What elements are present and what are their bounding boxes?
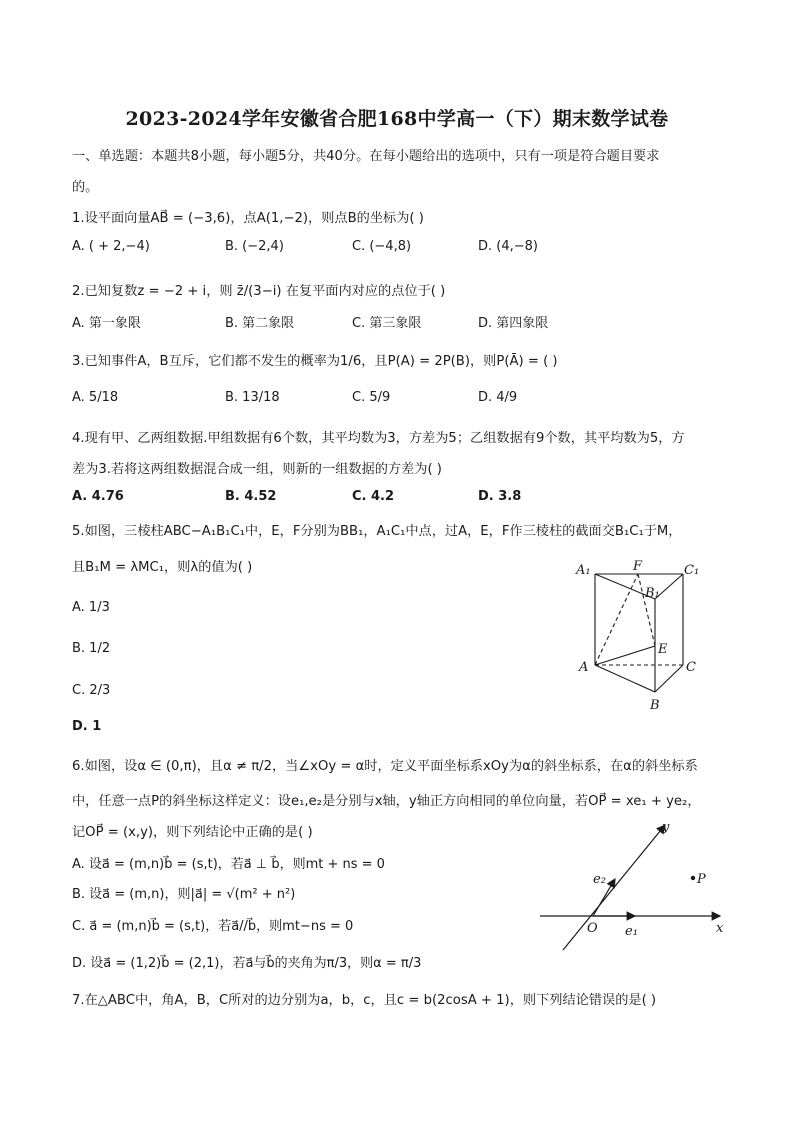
prism-label-c1: C₁: [684, 563, 700, 578]
question-2-option-d: D. 第四象限: [478, 316, 549, 331]
coord-label-x: x: [716, 921, 724, 936]
prism-label-c: C: [686, 660, 696, 675]
question-4-option-d: D. 3.8: [478, 489, 522, 504]
prism-label-b1: B₁: [645, 586, 660, 601]
question-5-option-a: A. 1/3: [72, 600, 110, 615]
question-6-stem-cont: 中，任意一点P的斜坐标这样定义：设e₁,e₂是分别与x轴，y轴正方向相同的单位向量，若OP⃗ = xe₁ + ye₂，: [72, 794, 701, 809]
question-6-option-c: C. a⃗ = (m,n)b⃗ = (s,t)，若a⃗//b⃗，则mt−ns = 0: [72, 919, 354, 934]
question-5-option-b: B. 1/2: [72, 641, 111, 656]
question-6-option-d: D. 设a⃗ = (1,2)b⃗ = (2,1)，若a⃗与b⃗的夹角为π/3，则α = π/3: [72, 956, 422, 971]
coord-label-y: y: [662, 820, 670, 835]
question-4-option-b: B. 4.52: [225, 489, 277, 504]
question-2-option-c: C. 第三象限: [352, 316, 422, 331]
prism-figure: [570, 555, 710, 715]
question-4-option-a: A. 4.76: [72, 489, 124, 504]
coord-label-o: O: [587, 921, 598, 936]
question-6-stem: 6.如图，设α ∈ (0,π)，且α ≠ π/2，当∠xOy = α时，定义平面坐标系xOy为α的斜坐标系，在α的斜坐标系: [72, 759, 698, 774]
question-2-stem: 2.已知复数z = −2 + i，则 z̄/(3−i) 在复平面内对应的点位于( ): [72, 284, 446, 299]
question-6-option-b: B. 设a⃗ = (m,n)，则|a⃗| = √(m² + n²): [72, 887, 296, 902]
question-1-option-d: D. (4,−8): [478, 239, 538, 254]
question-7-stem: 7.在△ABC中，角A，B，C所对的边分别为a，b，c，且c = b(2cosA + 1)，则下列结论错误的是( ): [72, 993, 657, 1008]
question-1-option-a: A. ( + 2,−4): [72, 239, 150, 254]
question-6-stem-cont2: 记OP⃗ = (x,y)，则下列结论中正确的是( ): [72, 825, 313, 840]
prism-label-e: E: [658, 642, 668, 657]
question-3-option-b: B. 13/18: [225, 390, 280, 405]
prism-label-b: B: [650, 698, 660, 713]
question-4-option-c: C. 4.2: [352, 489, 395, 504]
question-5-option-c: C. 2/3: [72, 683, 111, 698]
question-1-stem: 1.设平面向量AB⃗ = (−3,6)，点A(1,−2)，则点B的坐标为( ): [72, 211, 424, 226]
coord-label-e2: e₂: [593, 872, 606, 887]
prism-label-a1: A₁: [576, 563, 591, 578]
prism-label-f: F: [633, 559, 643, 574]
question-1-option-b: B. (−2,4): [225, 239, 284, 254]
question-3-option-d: D. 4/9: [478, 390, 518, 405]
question-3-option-a: A. 5/18: [72, 390, 119, 405]
section-heading: 一、单选题：本题共8小题，每小题5分，共40分。在每小题给出的选项中，只有一项是符合题目要求: [72, 149, 660, 164]
coord-label-p: P: [697, 872, 706, 887]
question-2-option-a: A. 第一象限: [72, 316, 141, 331]
question-3-stem: 3.已知事件A，B互斥，它们都不发生的概率为1/6，且P(A) = 2P(B)，则P(Ā) = ( ): [72, 354, 558, 369]
section-heading-cont: 的。: [72, 180, 99, 195]
question-2-option-b: B. 第二象限: [225, 316, 295, 331]
coord-label-e1: e₁: [625, 924, 638, 939]
question-1-option-c: C. (−4,8): [352, 239, 412, 254]
prism-label-a: A: [579, 660, 589, 675]
question-5-stem-cont: 且B₁M = λMC₁，则λ的值为( ): [72, 560, 253, 575]
question-5-option-d: D. 1: [72, 719, 102, 734]
page-title: 2023-2024学年安徽省合肥168中学高一（下）期末数学试卷: [125, 108, 669, 130]
oblique-coordinate-figure: [535, 815, 735, 955]
question-4-stem: 4.现有甲、乙两组数据.甲组数据有6个数，其平均数为3，方差为5；乙组数据有9个数，其平均数为5，方: [72, 431, 685, 446]
question-6-option-a: A. 设a⃗ = (m,n)b⃗ = (s,t)，若a⃗ ⊥ b⃗，则mt + ns = 0: [72, 857, 385, 872]
question-4-stem-cont: 差为3.若将这两组数据混合成一组，则新的一组数据的方差为( ): [72, 462, 442, 477]
question-3-option-c: C. 5/9: [352, 390, 391, 405]
question-5-stem: 5.如图，三棱柱ABC−A₁B₁C₁中，E，F分别为BB₁，A₁C₁中点，过A，E，F作三棱柱的截面交B₁C₁于M，: [72, 524, 682, 539]
